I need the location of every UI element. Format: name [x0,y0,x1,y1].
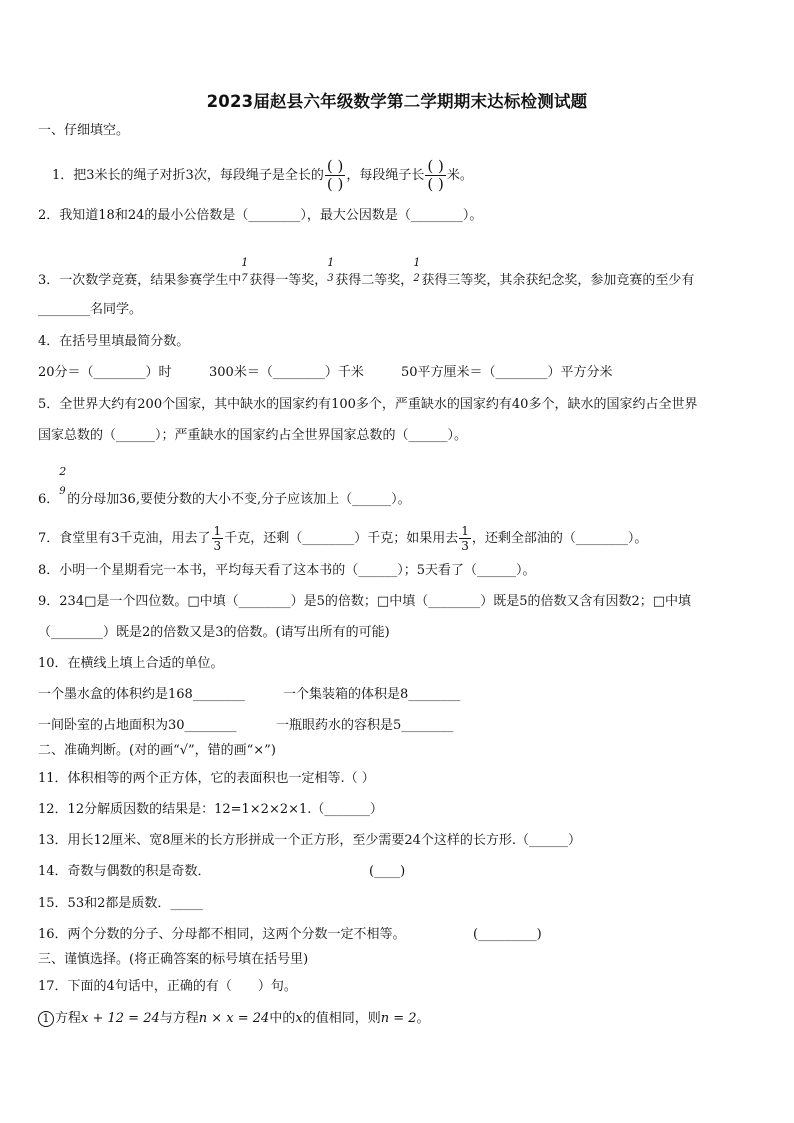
question-17-option-1: 1 方程x + 12 = 24与方程n × x = 24中的x的值相同，则n = 2。 [38,1010,430,1028]
question-9: 9．234□是一个四位数。□中填（________）是5的倍数；□中填（________）既是5的倍数又含有因数2；□中填 [38,594,692,609]
question-7: 7．食堂里有3千克油，用去了 $\frac{1}{3}$ 千克，还剩（________）千克；如果用去 $\frac{1}{3}$ ，还剩全部油的（________）。 [38,524,648,553]
fraction-1-7: 1 7 [241,256,249,284]
section-fill-blank: 一、仔细填空。 [38,123,130,138]
question-17: 17．下面的4句话中，正确的有（ ）句。 [38,979,297,994]
question-3-cont: ________名同学。 [38,302,143,317]
question-9-cont: （________）既是2的倍数又是3的倍数。(请写出所有的可能) [38,625,390,640]
section-choose: 三、谨慎选择。(将正确答案的标号填在括号里) [38,952,309,967]
question-3: 3．一次数学竞赛，结果参赛学生中 1 7 获得一等奖， 1 3 获得二等奖， 1 2 获得三等奖，其余获纪念奖，参加竞赛的至少有 [38,256,695,288]
question-10d: 一瓶眼药水的容积是5________ [276,718,454,733]
question-4: 4．在括号里填最简分数。 [38,334,190,349]
question-2: 2．我知道18和24的最小公倍数是（________），最大公因数是（________）。 [38,208,483,223]
question-16-answer: (_________) [473,927,542,942]
question-5: 5．全世界大约有200个国家，其中缺水的国家约有100多个，严重缺水的国家约有40多个，缺水的国家约占全世界 [38,397,698,412]
question-13: 13．用长12厘米、宽8厘米的长方形拼成一个正方形，至少需要24个这样的长方形.（______） [38,833,582,848]
fraction-1-3: 1 3 [327,256,335,284]
question-14: 14．奇数与偶数的积是奇数． [38,864,211,879]
section-judge: 二、准确判断。(对的画“√”，错的画“×”) [38,743,276,758]
fraction-1-3: $\frac{1}{3}$ [461,524,469,553]
question-11: 11．体积相等的两个正方体，它的表面积也一定相等.（ ） [38,771,375,786]
question-1: 1．把3米长的绳子对折3次，每段绳子是全长的 $\frac{( )}{( )}$ ，每段绳子长 $\frac{( )}{( )}$ 米。 [52,157,473,193]
question-4a: 20分＝（________）时 [38,365,172,380]
question-16: 16．两个分数的分子、分母都不相同，这两个分数一定不相等。 [38,927,406,942]
question-10a: 一个墨水盒的体积约是168________ [38,687,245,702]
question-4b: 300米＝（________）千米 [209,365,364,380]
question-8: 8．小明一个星期看完一本书，平均每天看了这本书的（______）；5天看了（______）。 [38,563,536,578]
question-5-cont: 国家总数的（______）；严重缺水的国家约占全世界国家总数的（______）。 [38,428,468,443]
question-10c: 一间卧室的占地面积为30________ [38,718,237,733]
question-12: 12．12分解质因数的结果是：12=1×2×2×1.（_______） [38,802,383,817]
question-4c: 50平方厘米＝（________）平方分米 [401,365,613,380]
question-10: 10．在横线上填上合适的单位。 [38,656,224,671]
question-15: 15．53和2都是质数．_____ [38,896,203,911]
paren-fraction: $\frac{( )}{( )}$ [326,157,344,193]
circled-number: 1 [38,1011,54,1027]
question-14-answer: (____) [369,864,406,879]
paren-fraction: $\frac{( )}{( )}$ [427,157,444,193]
fraction-1-3: $\frac{1}{3}$ [213,524,222,553]
question-10b: 一个集装箱的体积是8________ [283,687,461,702]
fraction-1-2: 1 2 [413,256,421,284]
page-title: 2023届赵县六年级数学第二学期期末达标检测试题 [206,92,588,111]
fraction-2-9: 2 9 [59,465,67,497]
question-6: 6． 2 9 的分母加36,要使分数的大小不变,分子应该加上（______）。 [38,465,411,507]
